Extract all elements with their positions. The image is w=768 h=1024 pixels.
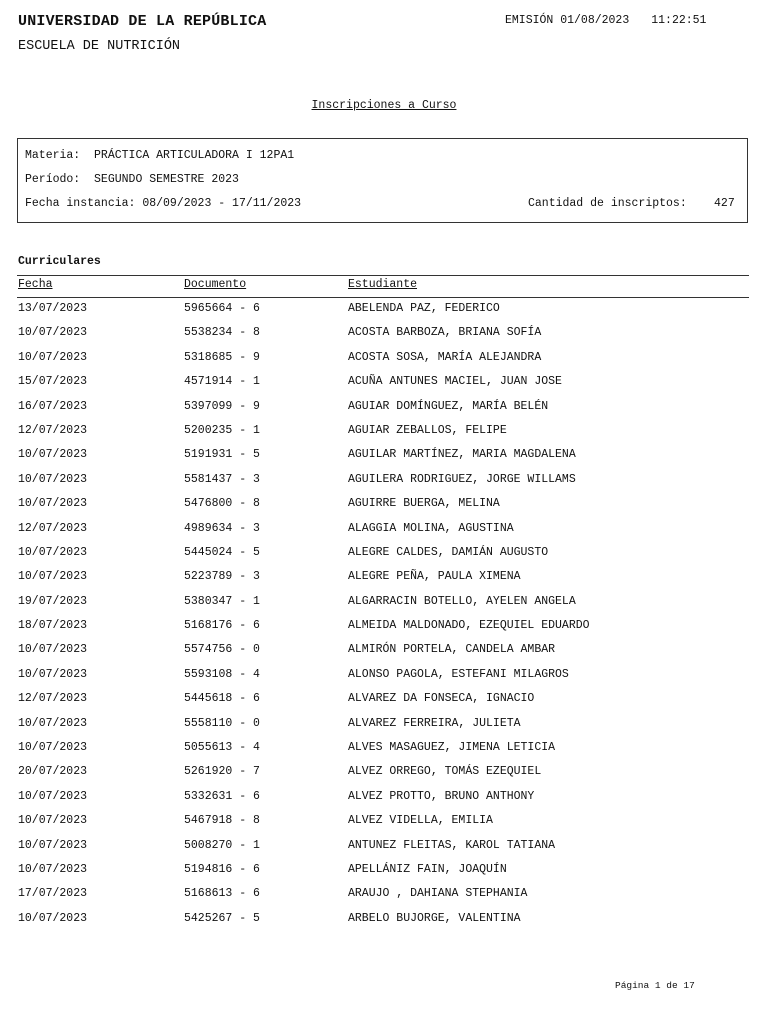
table-row: [17, 593, 749, 617]
column-header-estudiante: Estudiante: [348, 278, 418, 291]
row-estudiante: ALONSO PAGOLA, ESTEFANI MILAGROS: [348, 667, 569, 681]
table-row: [17, 739, 749, 763]
row-estudiante: ALVAREZ DA FONSECA, IGNACIO: [348, 692, 535, 706]
row-estudiante: ABELENDA PAZ, FEDERICO: [348, 302, 500, 315]
table-row: [17, 568, 749, 592]
row-fecha: 10/07/2023: [18, 814, 88, 828]
row-fecha: 10/07/2023: [18, 911, 88, 925]
row-documento: 4989634 - 3: [184, 521, 260, 535]
table-row: [17, 520, 749, 544]
inscriptos-value: 427: [714, 197, 735, 210]
table-row: [17, 885, 749, 909]
table-row: [17, 812, 749, 836]
row-fecha: 10/07/2023: [18, 570, 88, 584]
table-row: [17, 324, 749, 348]
section-heading: Curriculares: [18, 255, 101, 268]
row-documento: 5223789 - 3: [184, 570, 260, 584]
table-row: [17, 349, 749, 373]
row-estudiante: ARBELO BUJORGE, VALENTINA: [348, 911, 521, 925]
document-title-text: Inscripciones a Curso: [311, 99, 457, 112]
row-documento: 5200235 - 1: [184, 423, 260, 437]
inscriptos-count: [528, 197, 735, 210]
row-estudiante: AGUIAR DOMÍNGUEZ, MARÍA BELÉN: [348, 399, 549, 413]
row-fecha: 10/07/2023: [18, 789, 88, 803]
table-row: [17, 373, 749, 397]
row-estudiante: ALMIRÓN PORTELA, CANDELA AMBAR: [348, 643, 556, 657]
table-row: [17, 398, 749, 422]
row-documento: 5168176 - 6: [184, 619, 260, 633]
row-fecha: 12/07/2023: [18, 521, 88, 535]
materia-value: PRÁCTICA ARTICULADORA I 12PA1: [94, 149, 295, 162]
table-row: [17, 544, 749, 568]
row-fecha: 10/07/2023: [18, 326, 88, 340]
row-documento: 5168613 - 6: [184, 887, 260, 901]
row-fecha: 17/07/2023: [18, 887, 88, 901]
fecha-instancia-label: Fecha instancia:: [25, 197, 136, 210]
row-estudiante: ACOSTA SOSA, MARÍA ALEJANDRA: [348, 350, 542, 364]
enrollment-table-body: [17, 300, 749, 934]
row-documento: 5476800 - 8: [184, 497, 260, 511]
periodo-value: SEGUNDO SEMESTRE 2023: [94, 173, 239, 186]
row-estudiante: ACUÑA ANTUNES MACIEL, JUAN JOSE: [348, 375, 562, 389]
table-row: [17, 641, 749, 665]
emission-time: 11:22:51: [651, 14, 707, 27]
fecha-instancia-value: 08/09/2023 - 17/11/2023: [142, 197, 302, 210]
row-documento: 5318685 - 9: [184, 350, 260, 364]
row-estudiante: ALAGGIA MOLINA, AGUSTINA: [348, 521, 514, 535]
row-documento: 5574756 - 0: [184, 643, 260, 657]
row-estudiante: ALVEZ VIDELLA, EMILIA: [348, 814, 493, 828]
row-fecha: 16/07/2023: [18, 399, 88, 413]
row-fecha: 10/07/2023: [18, 716, 88, 730]
row-documento: 5965664 - 6: [184, 302, 260, 315]
row-estudiante: APELLÁNIZ FAIN, JOAQUÍN: [348, 862, 507, 876]
row-estudiante: ANTUNEZ FLEITAS, KAROL TATIANA: [348, 838, 556, 852]
table-row: [17, 763, 749, 787]
table-row: [17, 910, 749, 934]
row-fecha: 12/07/2023: [18, 692, 88, 706]
row-fecha: 19/07/2023: [18, 594, 88, 608]
emission-date: EMISIÓN 01/08/2023: [505, 14, 630, 27]
materia-row: [25, 149, 294, 162]
row-fecha: 10/07/2023: [18, 350, 88, 364]
row-estudiante: ALEGRE CALDES, DAMIÁN AUGUSTO: [348, 545, 549, 559]
row-documento: 5194816 - 6: [184, 862, 260, 876]
table-row: [17, 300, 749, 324]
column-header-fecha: Fecha: [18, 278, 53, 291]
row-fecha: 10/07/2023: [18, 448, 88, 462]
periodo-label: Período:: [25, 173, 81, 186]
row-estudiante: AGUIRRE BUERGA, MELINA: [348, 497, 500, 511]
row-estudiante: ALVEZ PROTTO, BRUNO ANTHONY: [348, 789, 535, 803]
row-documento: 5558110 - 0: [184, 716, 260, 730]
table-row: [17, 837, 749, 861]
column-header-documento: Documento: [184, 278, 247, 291]
emission-info: [505, 14, 706, 27]
table-row: [17, 471, 749, 495]
row-estudiante: ALGARRACIN BOTELLO, AYELEN ANGELA: [348, 594, 576, 608]
row-documento: 5445618 - 6: [184, 692, 260, 706]
table-row: [17, 495, 749, 519]
row-estudiante: ALVAREZ FERREIRA, JULIETA: [348, 716, 521, 730]
course-info-box: [17, 138, 748, 223]
table-row: [17, 446, 749, 470]
row-estudiante: AGUILERA RODRIGUEZ, JORGE WILLAMS: [348, 472, 576, 486]
row-documento: 5581437 - 3: [184, 472, 260, 486]
row-documento: 5467918 - 8: [184, 814, 260, 828]
page-number: Página 1 de 17: [615, 980, 695, 991]
row-fecha: 10/07/2023: [18, 472, 88, 486]
row-documento: 5191931 - 5: [184, 448, 260, 462]
row-documento: 4571914 - 1: [184, 375, 260, 389]
materia-label: Materia:: [25, 149, 81, 162]
row-fecha: 10/07/2023: [18, 838, 88, 852]
fecha-instancia-row: [25, 197, 301, 210]
row-documento: 5425267 - 5: [184, 911, 260, 925]
row-fecha: 10/07/2023: [18, 643, 88, 657]
row-fecha: 10/07/2023: [18, 667, 88, 681]
table-row: [17, 617, 749, 641]
row-documento: 5445024 - 5: [184, 545, 260, 559]
table-row: [17, 788, 749, 812]
row-fecha: 12/07/2023: [18, 423, 88, 437]
row-documento: 5055613 - 4: [184, 741, 260, 755]
row-documento: 5397099 - 9: [184, 399, 260, 413]
row-fecha: 15/07/2023: [18, 375, 88, 389]
periodo-row: [25, 173, 239, 186]
row-fecha: 10/07/2023: [18, 545, 88, 559]
table-header: [17, 275, 749, 298]
row-fecha: 13/07/2023: [18, 302, 88, 315]
row-estudiante: ALMEIDA MALDONADO, EZEQUIEL EDUARDO: [348, 619, 590, 633]
row-documento: 5261920 - 7: [184, 765, 260, 779]
row-documento: 5538234 - 8: [184, 326, 260, 340]
row-estudiante: ALVES MASAGUEZ, JIMENA LETICIA: [348, 741, 556, 755]
row-fecha: 10/07/2023: [18, 497, 88, 511]
row-documento: 5593108 - 4: [184, 667, 260, 681]
document-title: [0, 99, 768, 112]
row-fecha: 10/07/2023: [18, 862, 88, 876]
row-estudiante: ACOSTA BARBOZA, BRIANA SOFÍA: [348, 326, 542, 340]
inscriptos-label: Cantidad de inscriptos:: [528, 197, 687, 210]
row-estudiante: AGUILAR MARTÍNEZ, MARIA MAGDALENA: [348, 448, 576, 462]
school-name: ESCUELA DE NUTRICIÓN: [18, 39, 181, 54]
table-row: [17, 666, 749, 690]
row-estudiante: ALEGRE PEÑA, PAULA XIMENA: [348, 570, 521, 584]
table-row: [17, 422, 749, 446]
row-documento: 5380347 - 1: [184, 594, 260, 608]
row-fecha: 10/07/2023: [18, 741, 88, 755]
row-estudiante: ALVEZ ORREGO, TOMÁS EZEQUIEL: [348, 765, 542, 779]
table-row: [17, 861, 749, 885]
table-row: [17, 690, 749, 714]
table-row: [17, 715, 749, 739]
row-estudiante: ARAUJO , DAHIANA STEPHANIA: [348, 887, 528, 901]
university-name: UNIVERSIDAD DE LA REPÚBLICA: [18, 13, 267, 30]
row-estudiante: AGUIAR ZEBALLOS, FELIPE: [348, 423, 507, 437]
row-fecha: 18/07/2023: [18, 619, 88, 633]
row-documento: 5008270 - 1: [184, 838, 260, 852]
row-documento: 5332631 - 6: [184, 789, 260, 803]
row-fecha: 20/07/2023: [18, 765, 88, 779]
